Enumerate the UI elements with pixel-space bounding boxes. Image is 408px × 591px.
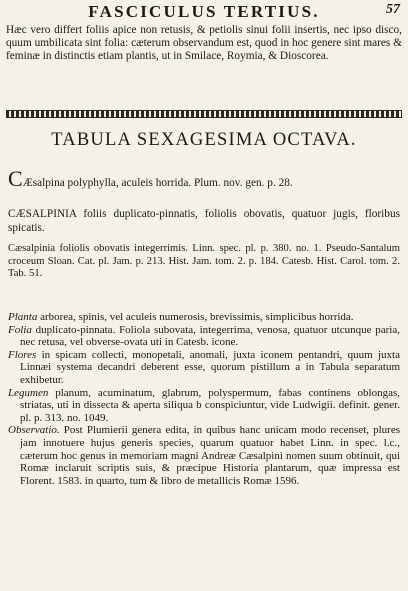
description-entry-flores [8, 349, 400, 387]
entry-label: Planta [8, 311, 38, 323]
section-title: TABULA SEXAGESIMA OCTAVA. [51, 130, 357, 150]
intro-paragraph: Hæc vero differt foliis apice non retusis, & petiolis sinui folii insertis, nec ipso disco, quum umbilicata sint folia: cæterum observandum est, quod in hoc genere sint mares & feminæ in distinctis etiam plantis, ut in Smilace, Roymia, & Dioscorea. [6, 24, 402, 62]
drop-initial: C [8, 166, 23, 191]
running-title: FASCICULUS TERTIUS. [88, 2, 320, 21]
entry-label: Observatio. [8, 424, 60, 437]
description-entry-folia [8, 324, 400, 349]
entry-text: Post Plumierii genera edita, in quibus hanc unicam modo recenset, plures jam innotuere hujus generis species, quarum quatuor habet Linn. in spec. l.c., cæterum hoc genus in memoriam magni Andreæ Cæsalpini nomen suum obtinuit, qui Romæ inclaruit scriptis suis, & præcipue Historia plantarum, quæ impressa est Florent. 1583. in quarto, tum & libro de metallicis Romæ 1596. [20, 424, 401, 487]
ornamental-divider [6, 110, 402, 118]
entry-label: Flores [8, 348, 37, 361]
description-entry-planta [8, 311, 400, 324]
synonym-references: Cæsalpinia foliolis obovatis integerrimis. Linn. spec. pl. p. 380. no. 1. Pseudo-Santalum croceum Sloan. Cat. pl. Jam. p. 213. Hist. Jam. tom. 2. p. 184. Catesb. Hist. Carol. tom. 2. Tab. 51. [8, 243, 400, 279]
entry-text: in spicam collecti, monopetali, anomali, juxta iconem pentandri, quum juxta Linnæi systema decandri deberent esse, quorum pistillum a in Tabula separatum exhibetur. [20, 348, 400, 386]
entry-label: Folia [8, 323, 32, 336]
entry-text: planum, acuminatum, glabrum, polyspermum, fabas continens oblongas, striatas, uti in dissecta & aperta siliqua b conspiciuntur, vide Ludwigii. definit. gener. pl. p. 313. no. 1049. [20, 386, 400, 424]
description-entry-observatio [8, 424, 400, 487]
synonym-diagnosis: CÆSALPINIA foliis duplicato-pinnatis, foliolis obovatis, quatuor jugis, floribus spicatis. [8, 208, 400, 234]
description-block [8, 311, 400, 487]
page-number: 57 [386, 2, 400, 17]
description-entry-legumen [8, 387, 400, 425]
entry-text: duplicato-pinnata. Foliola subovata, integerrima, venosa, quatuor utcunque paria, nec retusa, vel obverse-ovata uti in Catesb. icone. [20, 323, 400, 349]
synonym-plumier [8, 166, 400, 191]
synonym-plumier-text: Æsalpina polyphylla, aculeis horrida. Plum. nov. gen. p. 28. [22, 177, 293, 189]
entry-text: arborea, spinis, vel aculeis numerosis, brevissimis, simplicibus horrida. [40, 311, 354, 323]
running-header [0, 2, 408, 24]
entry-label: Legumen [8, 386, 49, 399]
